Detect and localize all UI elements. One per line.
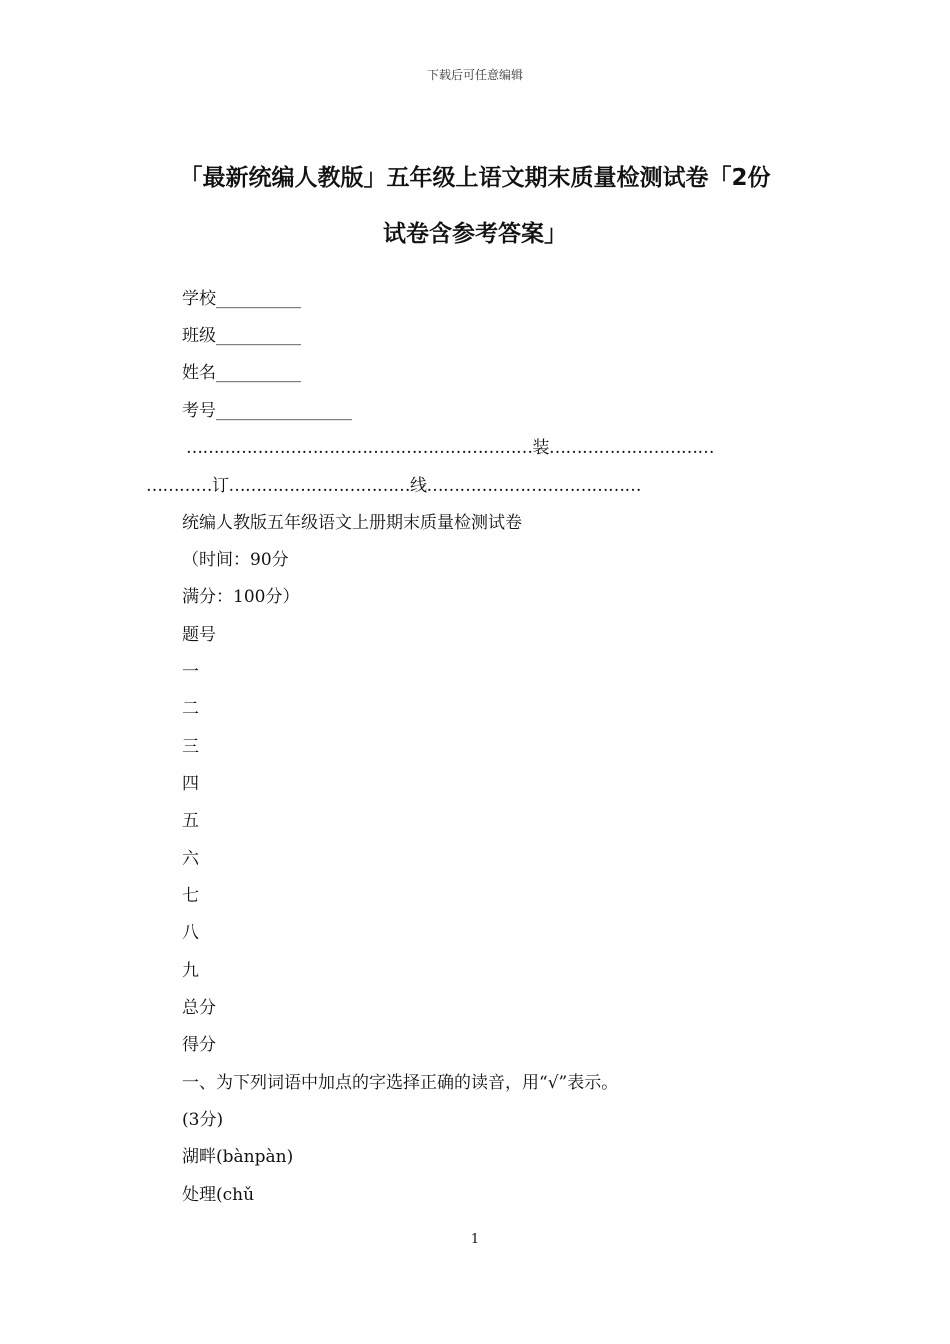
title-line-2: 试卷含参考答案」 — [383, 221, 567, 247]
section-label: 一 — [182, 662, 199, 682]
question-1-item-2: 处理(chǔ — [182, 1185, 255, 1205]
class-field: 班级__________ — [182, 326, 301, 346]
section-label: 八 — [182, 923, 199, 943]
title-line-1: 「最新统编人教版」五年级上语文期末质量检测试卷「2份 — [179, 165, 771, 191]
score-table-header: 题号 — [182, 625, 216, 645]
exam-full-score: 满分：100分） — [182, 587, 300, 607]
document-title — [120, 150, 830, 262]
score-label: 得分 — [182, 1035, 216, 1055]
section-label: 九 — [182, 961, 199, 981]
section-label: 二 — [182, 699, 199, 719]
exam-time: （时间：90分 — [182, 550, 289, 570]
exam-number-field: 考号________________ — [182, 401, 352, 421]
section-label: 四 — [182, 774, 199, 794]
page-header: 下载后可任意编辑 — [426, 68, 523, 82]
question-1-prompt: 一、为下列词语中加点的字选择正确的读音，用“√”表示。 — [182, 1073, 619, 1093]
binding-line-row-1: ………………………………………………………装………………………… — [186, 438, 714, 458]
question-1-points: (3分) — [182, 1110, 224, 1130]
section-label: 五 — [182, 811, 199, 831]
binding-line-row-2: …………订……………………………线………………………………… — [146, 476, 641, 496]
total-score-label: 总分 — [182, 998, 216, 1018]
page-number: 1 — [470, 1232, 480, 1247]
question-1-item-1: 湖畔(bànpàn) — [182, 1147, 294, 1167]
section-label: 七 — [182, 886, 199, 906]
name-field: 姓名__________ — [182, 363, 301, 383]
exam-title: 统编人教版五年级语文上册期末质量检测试卷 — [182, 513, 522, 533]
section-label: 三 — [182, 737, 199, 757]
section-label: 六 — [182, 849, 199, 869]
school-field: 学校__________ — [182, 289, 301, 309]
